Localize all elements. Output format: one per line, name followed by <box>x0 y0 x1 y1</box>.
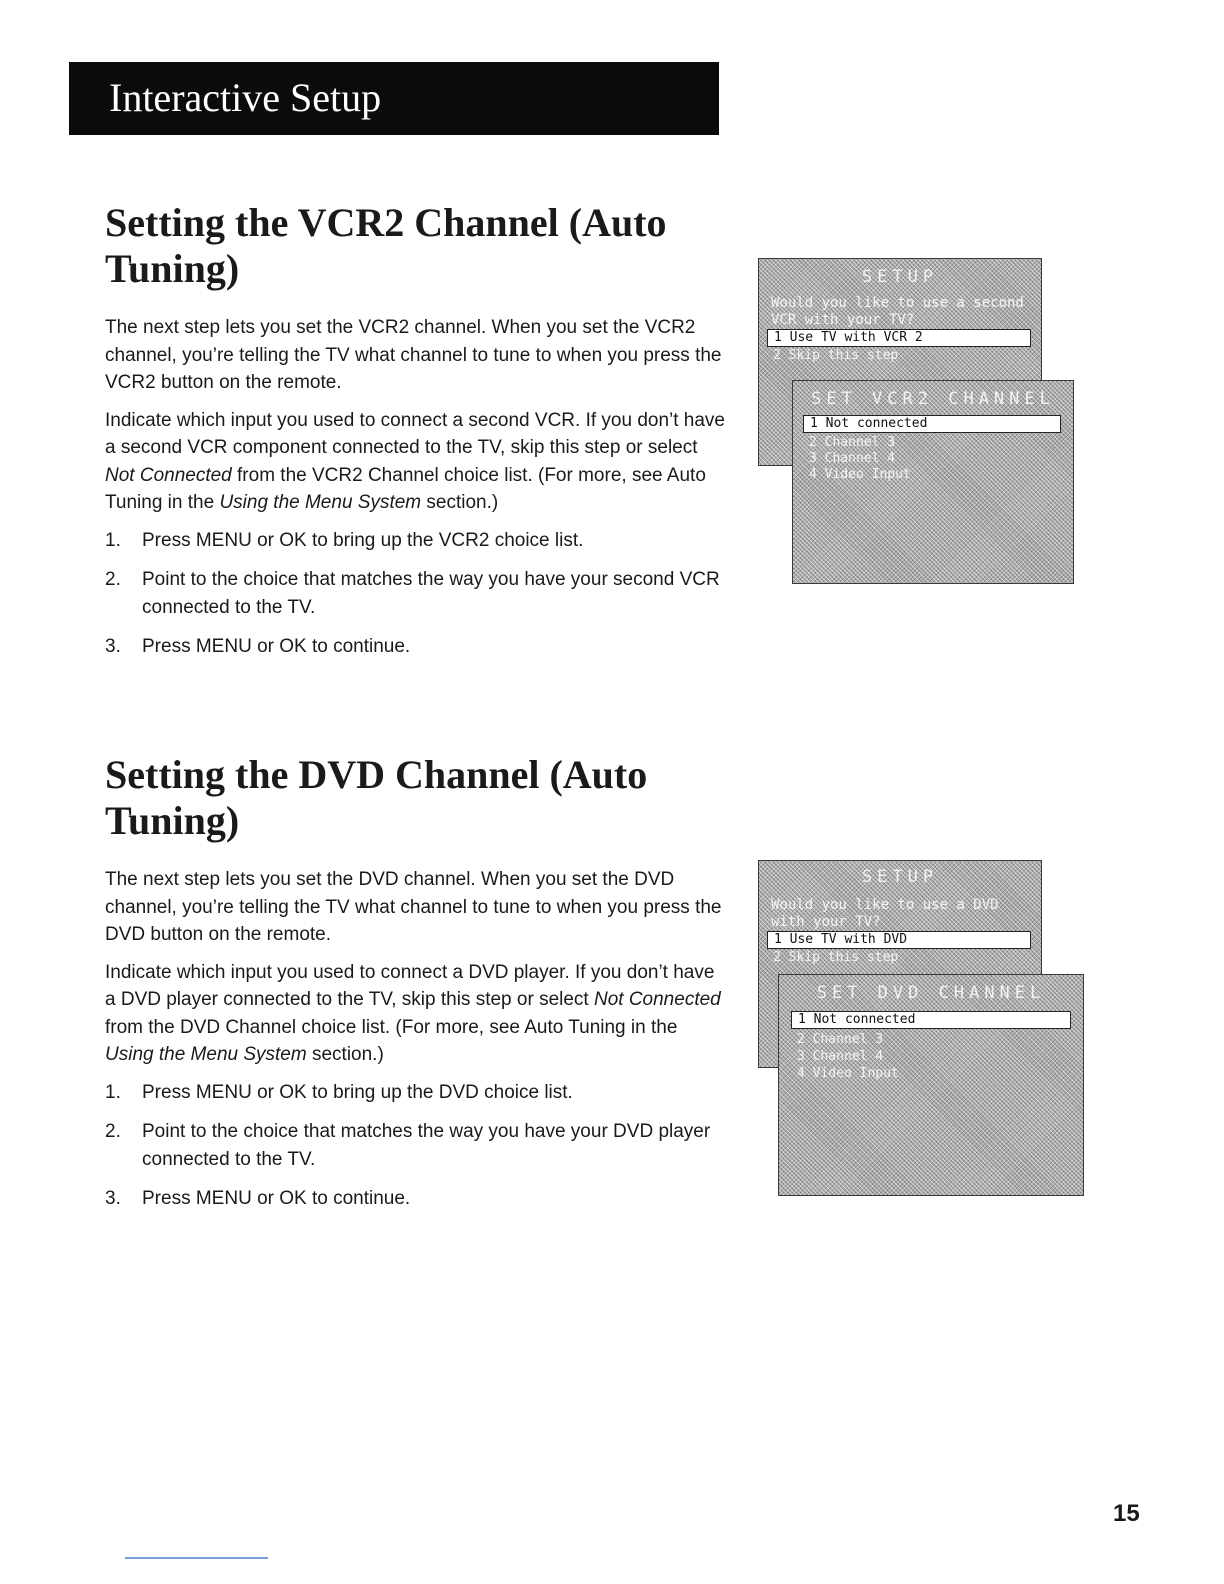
dvd-section <box>105 752 725 1224</box>
step-text: Press MENU or OK to bring up the DVD choice list. <box>142 1081 573 1103</box>
vcr2-intro-paragraph: The next step lets you set the VCR2 channel. When you set the VCR2 channel, you’re telling the TV what channel to tune to when you press the VCR2 button on the remote. <box>105 317 722 393</box>
dvd-step <box>105 1079 725 1107</box>
page-number: 15 <box>1113 1500 1140 1527</box>
vcr2-para2-text-c: section.) <box>421 492 499 513</box>
dvd-instructions-paragraph <box>105 959 725 1069</box>
dvd-menu-system-emphasis: Using the Menu System <box>105 1044 307 1065</box>
vcr2-step <box>105 527 725 555</box>
vcr2-step <box>105 566 725 622</box>
dvd-heading: Setting the DVD Channel (Auto Tuning) <box>105 752 648 843</box>
dvd-para2-text-c: section.) <box>306 1044 384 1065</box>
vcr2-section <box>105 200 725 672</box>
dvd-para2-text-a: Indicate which input you used to connect a DVD player. If you don’t have a DVD player connected to the TV, skip this step or select <box>105 961 715 1010</box>
setup-title: SETUP <box>861 867 939 887</box>
footer-rule <box>125 1557 268 1559</box>
step-text: Press MENU or OK to continue. <box>142 635 411 657</box>
sub-choice[interactable]: 3 Channel 4 <box>809 451 896 466</box>
step-text: Point to the choice that matches the way you have your DVD player connected to the TV. <box>142 1120 711 1170</box>
sub-choice[interactable]: 2 Channel 3 <box>809 435 896 450</box>
sub-choice-selected[interactable]: 1 Not connected <box>791 1011 1071 1029</box>
sub-channel-window <box>792 380 1074 584</box>
setup-choice-selected[interactable]: 1 Use TV with VCR 2 <box>767 329 1031 347</box>
step-number: 2. <box>105 1120 121 1142</box>
vcr2-menu-system-emphasis: Using the Menu System <box>219 492 422 513</box>
step-number: 3. <box>105 1187 121 1209</box>
sub-channel-title: SET DVD CHANNEL <box>816 983 1046 1003</box>
step-number: 1. <box>105 1081 121 1103</box>
vcr2-para2-text-b: from the VCR2 Channel choice list. (For more, see Auto Tuning in the <box>105 464 706 513</box>
sub-choice[interactable]: 4 Video Input <box>797 1066 899 1081</box>
sub-choice[interactable]: 4 Video Input <box>809 467 911 482</box>
sub-choice[interactable]: 2 Channel 3 <box>797 1032 884 1047</box>
dvd-step <box>105 1118 725 1174</box>
vcr2-steps-list <box>105 527 725 661</box>
vcr2-not-connected-emphasis: Not Connected <box>105 464 232 486</box>
dvd-intro-paragraph: The next step lets you set the DVD channel. When you set the DVD channel, you’re telling the TV what channel to tune to when you press the DVD button on the remote. <box>105 869 722 945</box>
vcr2-instructions-paragraph <box>105 407 725 517</box>
banner-title: Interactive Setup <box>109 75 382 120</box>
step-text: Press MENU or OK to continue. <box>142 1187 411 1209</box>
setup-choice-selected[interactable]: 1 Use TV with DVD <box>767 931 1031 949</box>
sub-choice-selected[interactable]: 1 Not connected <box>803 415 1061 433</box>
setup-choice[interactable]: 2 Skip this step <box>773 950 899 965</box>
step-number: 2. <box>105 568 121 590</box>
vcr2-para2-text-a: Indicate which input you used to connect a second VCR. If you don’t have a second VCR component connected to the TV, skip this step or select <box>105 409 725 458</box>
step-text: Point to the choice that matches the way you have your second VCR connected to the TV. <box>142 568 720 618</box>
step-number: 1. <box>105 529 121 551</box>
dvd-para2-text-b: from the DVD Channel choice list. (For more, see Auto Tuning in the <box>105 1016 678 1038</box>
step-text: Press MENU or OK to bring up the VCR2 choice list. <box>142 529 584 551</box>
dvd-not-connected-emphasis: Not Connected <box>593 989 721 1010</box>
section-banner <box>69 62 719 135</box>
setup-question: Would you like to use a second VCR with your TV? <box>771 295 1024 328</box>
setup-title: SETUP <box>861 267 939 287</box>
dvd-steps-list <box>105 1079 725 1213</box>
vcr2-step <box>105 633 725 661</box>
setup-question: Would you like to use a DVD with your TV? <box>771 897 999 930</box>
step-number: 3. <box>105 635 121 657</box>
sub-choice[interactable]: 3 Channel 4 <box>797 1049 884 1064</box>
setup-choice[interactable]: 2 Skip this step <box>773 348 899 363</box>
sub-channel-title: SET VCR2 CHANNEL <box>811 389 1055 409</box>
dvd-step <box>105 1185 725 1213</box>
sub-channel-window <box>778 974 1084 1196</box>
vcr2-heading: Setting the VCR2 Channel (Auto Tuning) <box>105 200 667 291</box>
